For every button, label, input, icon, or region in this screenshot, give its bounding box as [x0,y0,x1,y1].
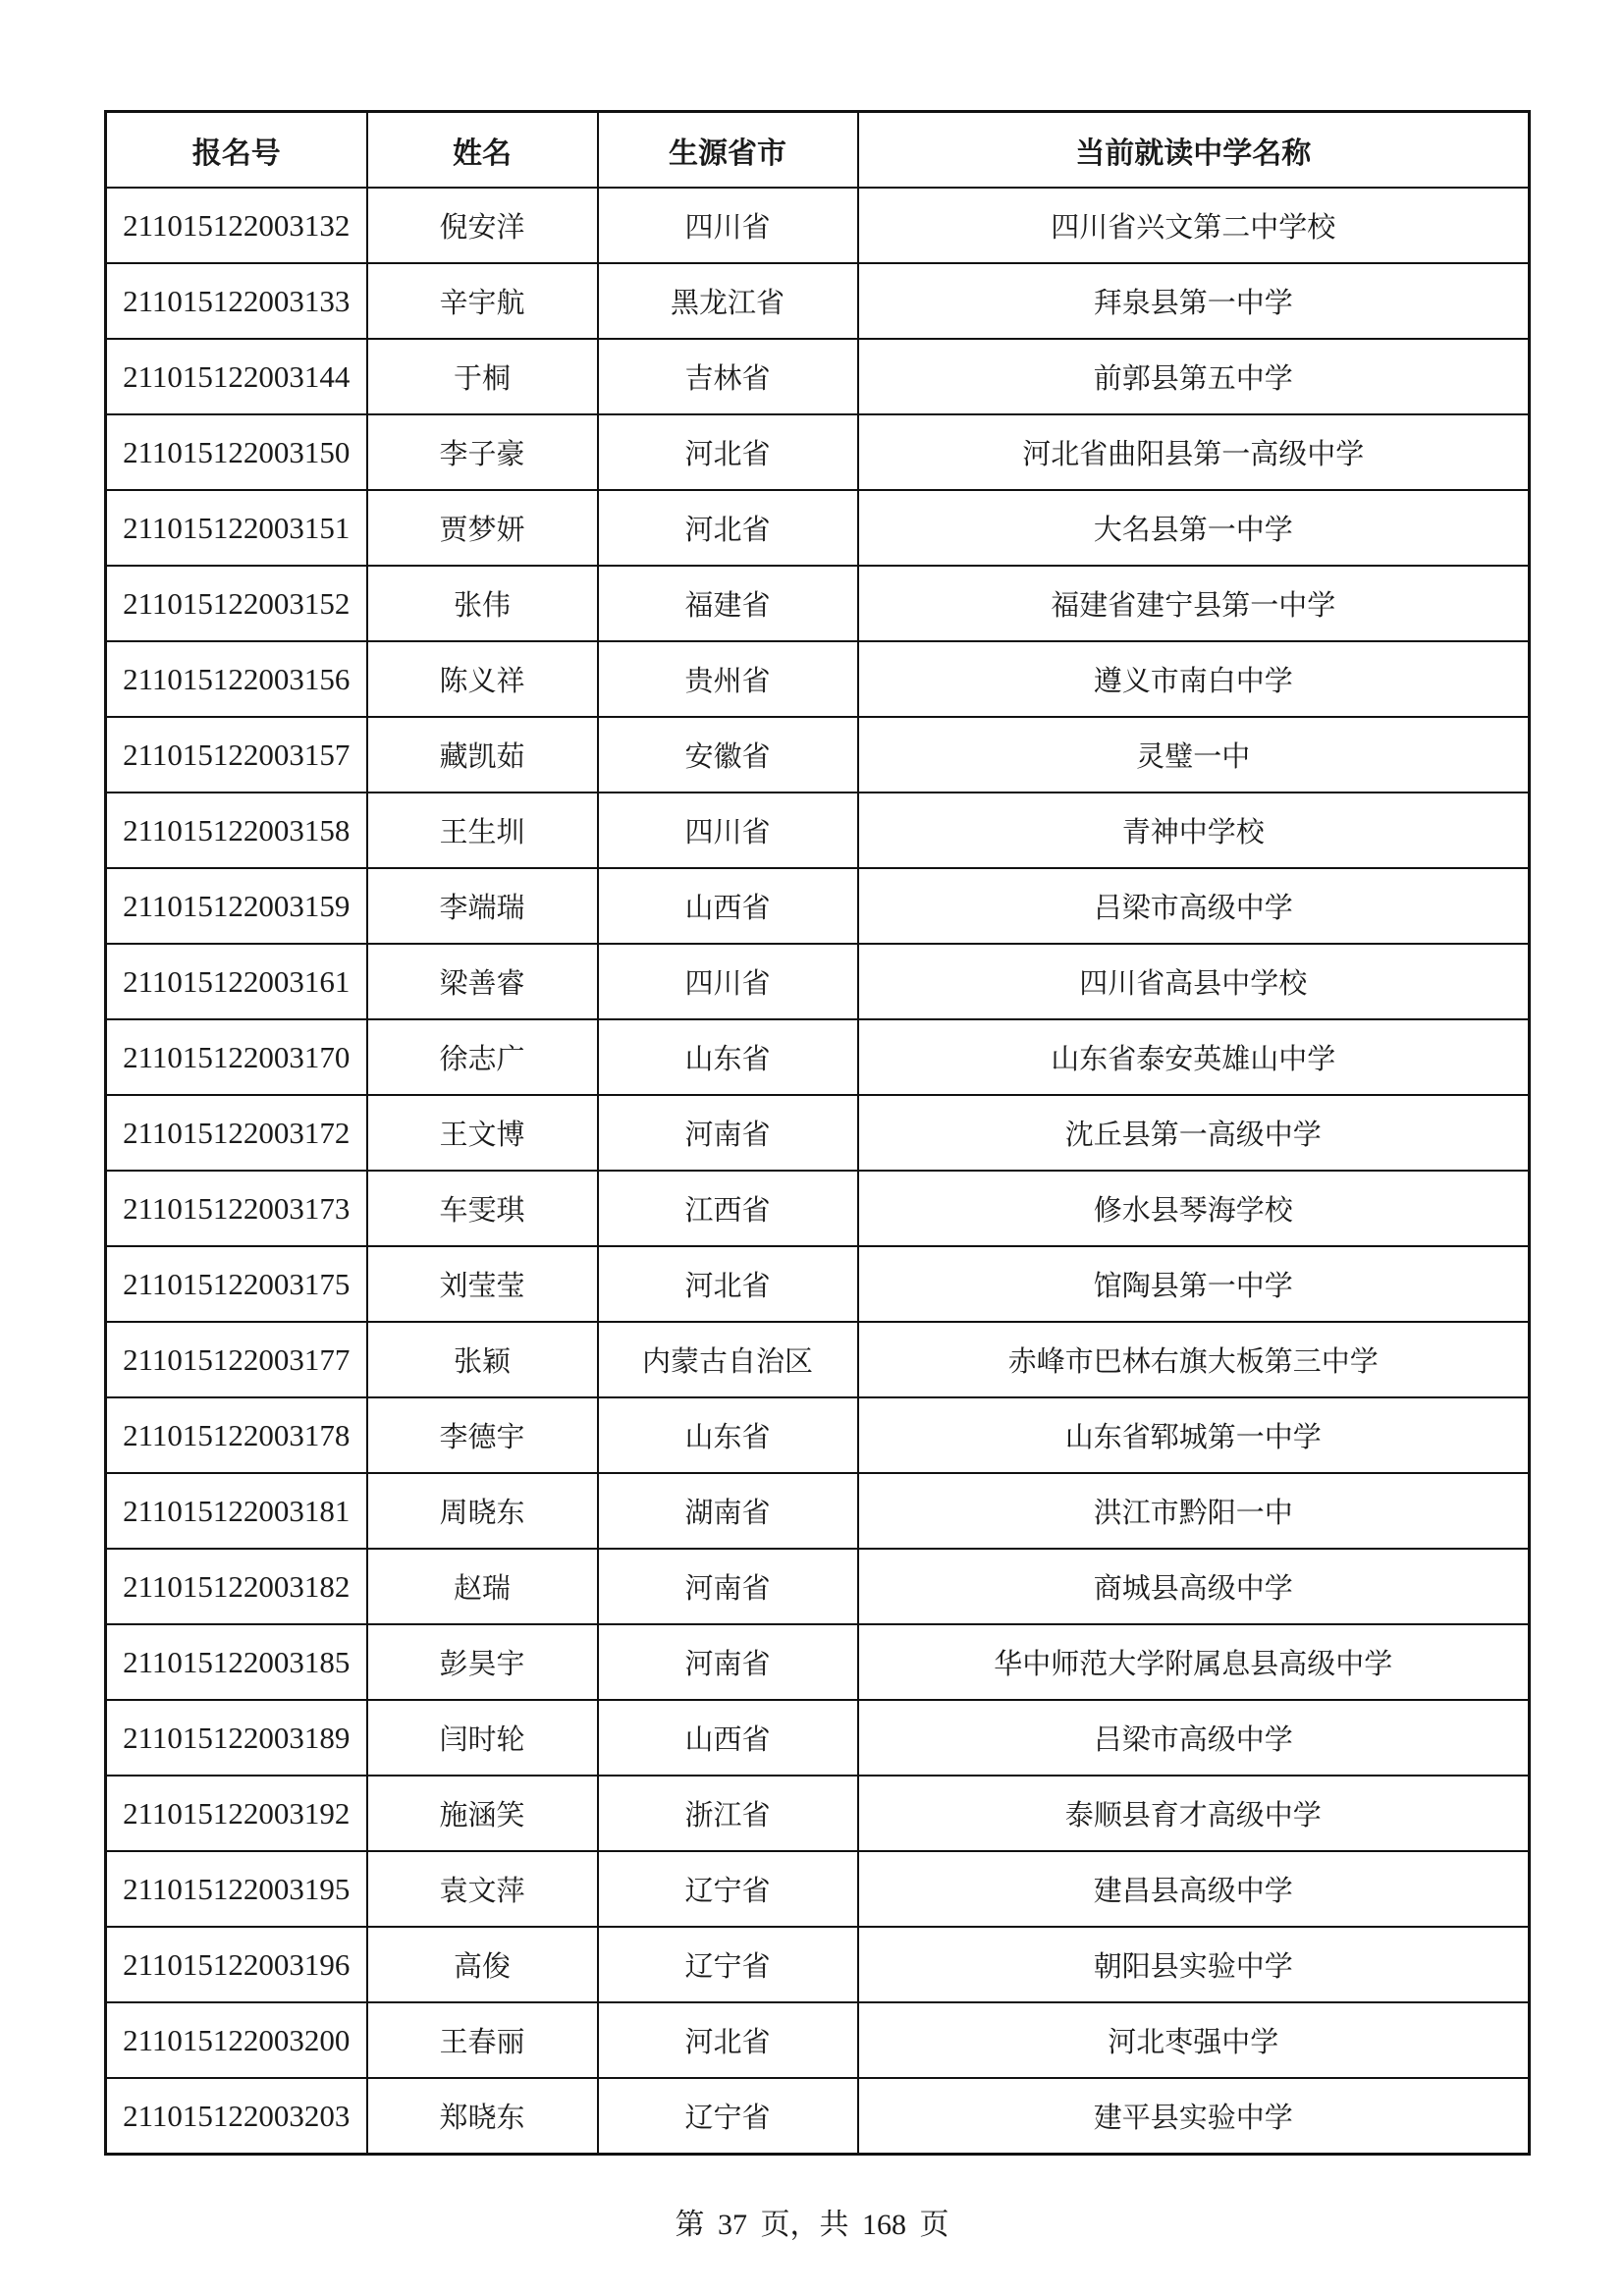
table-row [106,414,1530,490]
cell-province: 山西省 [598,868,858,944]
cell-province: 河南省 [598,1624,858,1700]
cell-registration-number: 211015122003151 [106,490,367,566]
cell-current-school: 四川省兴文第二中学校 [858,188,1530,263]
cell-province: 河南省 [598,1095,858,1171]
cell-name: 于桐 [367,339,598,414]
table-row [106,1322,1530,1397]
table-row [106,1019,1530,1095]
cell-current-school: 洪江市黔阳一中 [858,1473,1530,1549]
table-row [106,1851,1530,1927]
cell-name: 王文博 [367,1095,598,1171]
roster-table [104,110,1531,2156]
cell-province: 河北省 [598,490,858,566]
cell-registration-number: 211015122003181 [106,1473,367,1549]
cell-registration-number: 211015122003133 [106,263,367,339]
cell-current-school: 修水县琴海学校 [858,1171,1530,1246]
table-row [106,2078,1530,2155]
cell-registration-number: 211015122003175 [106,1246,367,1322]
cell-name: 藏凯茹 [367,717,598,793]
header-registration-number: 报名号 [106,112,367,189]
table-row [106,717,1530,793]
cell-name: 张颖 [367,1322,598,1397]
cell-name: 张伟 [367,566,598,641]
cell-registration-number: 211015122003172 [106,1095,367,1171]
cell-province: 河南省 [598,1549,858,1624]
cell-registration-number: 211015122003178 [106,1397,367,1473]
cell-province: 湖南省 [598,1473,858,1549]
cell-registration-number: 211015122003195 [106,1851,367,1927]
cell-registration-number: 211015122003185 [106,1624,367,1700]
cell-registration-number: 211015122003170 [106,1019,367,1095]
table-row [106,1171,1530,1246]
cell-name: 高俊 [367,1927,598,2002]
cell-province: 四川省 [598,793,858,868]
cell-name: 郑晓东 [367,2078,598,2155]
table-row [106,793,1530,868]
table-row [106,188,1530,263]
cell-name: 李端瑞 [367,868,598,944]
cell-province: 黑龙江省 [598,263,858,339]
cell-registration-number: 211015122003203 [106,2078,367,2155]
cell-province: 四川省 [598,944,858,1019]
cell-name: 倪安洋 [367,188,598,263]
cell-province: 辽宁省 [598,1927,858,2002]
cell-province: 辽宁省 [598,1851,858,1927]
cell-registration-number: 211015122003192 [106,1776,367,1851]
cell-current-school: 赤峰市巴林右旗大板第三中学 [858,1322,1530,1397]
cell-name: 徐志广 [367,1019,598,1095]
table-row [106,566,1530,641]
header-row [106,112,1530,189]
table-row [106,1549,1530,1624]
table-body [106,188,1530,2155]
page-number: 第 37 页，共 168 页 [675,2209,949,2241]
table-row [106,339,1530,414]
table-header [106,112,1530,189]
cell-current-school: 青神中学校 [858,793,1530,868]
cell-current-school: 四川省高县中学校 [858,944,1530,1019]
table-row [106,1473,1530,1549]
cell-name: 袁文萍 [367,1851,598,1927]
cell-registration-number: 211015122003150 [106,414,367,490]
cell-registration-number: 211015122003152 [106,566,367,641]
cell-name: 彭昊宇 [367,1624,598,1700]
table-row [106,1927,1530,2002]
cell-current-school: 灵璧一中 [858,717,1530,793]
cell-province: 山东省 [598,1397,858,1473]
cell-name: 李子豪 [367,414,598,490]
header-province: 生源省市 [598,112,858,189]
cell-registration-number: 211015122003144 [106,339,367,414]
cell-current-school: 遵义市南白中学 [858,641,1530,717]
cell-current-school: 山东省泰安英雄山中学 [858,1019,1530,1095]
cell-current-school: 大名县第一中学 [858,490,1530,566]
cell-registration-number: 211015122003158 [106,793,367,868]
cell-province: 内蒙古自治区 [598,1322,858,1397]
cell-province: 辽宁省 [598,2078,858,2155]
cell-current-school: 河北枣强中学 [858,2002,1530,2078]
cell-current-school: 商城县高级中学 [858,1549,1530,1624]
cell-province: 河北省 [598,1246,858,1322]
cell-province: 四川省 [598,188,858,263]
cell-province: 河北省 [598,2002,858,2078]
cell-name: 车雯琪 [367,1171,598,1246]
cell-province: 山西省 [598,1700,858,1776]
cell-current-school: 拜泉县第一中学 [858,263,1530,339]
cell-name: 王生圳 [367,793,598,868]
cell-province: 贵州省 [598,641,858,717]
table-row [106,263,1530,339]
cell-name: 陈义祥 [367,641,598,717]
cell-current-school: 建昌县高级中学 [858,1851,1530,1927]
table-row [106,1397,1530,1473]
cell-current-school: 福建省建宁县第一中学 [858,566,1530,641]
cell-registration-number: 211015122003159 [106,868,367,944]
cell-registration-number: 211015122003173 [106,1171,367,1246]
header-current-school: 当前就读中学名称 [858,112,1530,189]
cell-name: 贾梦妍 [367,490,598,566]
cell-province: 吉林省 [598,339,858,414]
cell-name: 刘莹莹 [367,1246,598,1322]
cell-current-school: 泰顺县育才高级中学 [858,1776,1530,1851]
cell-name: 王春丽 [367,2002,598,2078]
cell-current-school: 河北省曲阳县第一高级中学 [858,414,1530,490]
cell-current-school: 朝阳县实验中学 [858,1927,1530,2002]
table-row [106,1095,1530,1171]
cell-name: 李德宇 [367,1397,598,1473]
cell-current-school: 华中师范大学附属息县高级中学 [858,1624,1530,1700]
cell-province: 浙江省 [598,1776,858,1851]
cell-name: 梁善睿 [367,944,598,1019]
cell-name: 辛宇航 [367,263,598,339]
header-name: 姓名 [367,112,598,189]
table-row [106,1624,1530,1700]
cell-name: 赵瑞 [367,1549,598,1624]
cell-province: 山东省 [598,1019,858,1095]
cell-name: 施涵笑 [367,1776,598,1851]
cell-province: 河北省 [598,414,858,490]
table-row [106,868,1530,944]
cell-current-school: 吕梁市高级中学 [858,868,1530,944]
cell-name: 周晓东 [367,1473,598,1549]
cell-province: 安徽省 [598,717,858,793]
table-row [106,490,1530,566]
cell-current-school: 山东省郓城第一中学 [858,1397,1530,1473]
cell-current-school: 沈丘县第一高级中学 [858,1095,1530,1171]
table-row [106,1700,1530,1776]
cell-current-school: 馆陶县第一中学 [858,1246,1530,1322]
table-row [106,1246,1530,1322]
cell-registration-number: 211015122003156 [106,641,367,717]
cell-registration-number: 211015122003132 [106,188,367,263]
cell-registration-number: 211015122003177 [106,1322,367,1397]
table-row [106,1776,1530,1851]
cell-registration-number: 211015122003196 [106,1927,367,2002]
cell-province: 福建省 [598,566,858,641]
cell-current-school: 建平县实验中学 [858,2078,1530,2155]
cell-current-school: 吕梁市高级中学 [858,1700,1530,1776]
table-row [106,944,1530,1019]
cell-registration-number: 211015122003189 [106,1700,367,1776]
cell-registration-number: 211015122003161 [106,944,367,1019]
table-row [106,2002,1530,2078]
cell-registration-number: 211015122003182 [106,1549,367,1624]
cell-registration-number: 211015122003157 [106,717,367,793]
cell-name: 闫时轮 [367,1700,598,1776]
cell-registration-number: 211015122003200 [106,2002,367,2078]
cell-province: 江西省 [598,1171,858,1246]
cell-current-school: 前郭县第五中学 [858,339,1530,414]
table-row [106,641,1530,717]
